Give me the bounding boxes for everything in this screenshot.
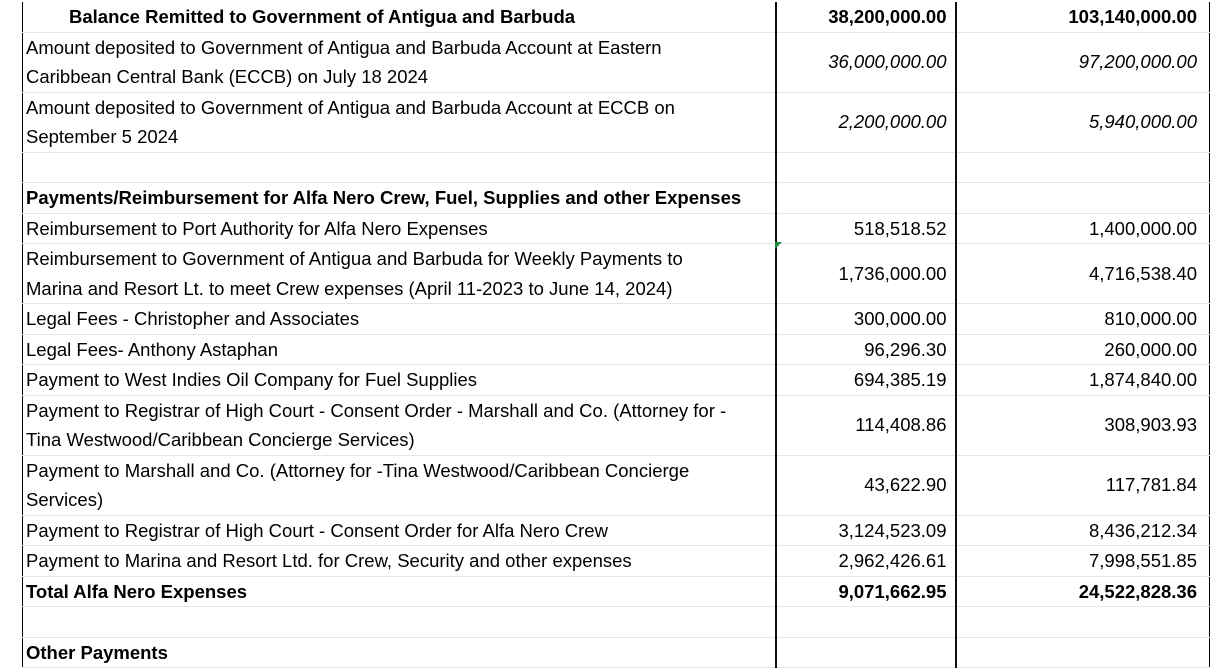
cell-amount-2[interactable]: 1,874,840.00 [956, 365, 1210, 396]
cell-label[interactable]: Payment to Marina and Resort Ltd. for Crew, Security and other expenses [23, 546, 776, 577]
cell-amount-2[interactable]: 8,436,212.34 [956, 515, 1210, 546]
cell-label[interactable]: Legal Fees - Christopher and Associates [23, 304, 776, 335]
cell-empty[interactable] [956, 183, 1210, 214]
table-row-empty [23, 607, 1210, 638]
cell-amount-1[interactable]: 2,962,426.61 [776, 546, 956, 577]
cell-label[interactable]: Reimbursement to Government of Antigua and Barbuda for Weekly Payments to Marina and Resort Lt. to meet Crew expenses (April 11-2023 to June 14, 2024) [23, 244, 776, 304]
cell-amount-2[interactable]: 308,903.93 [956, 395, 1210, 455]
table-row-deposit-september [23, 92, 1210, 152]
cell-label[interactable]: Payment to Registrar of High Court - Consent Order for Alfa Nero Crew [23, 515, 776, 546]
cell-amount-1[interactable]: 300,000.00 [776, 304, 956, 335]
table-row-marina-resort [23, 546, 1210, 577]
cell-amount-2[interactable]: 97,200,000.00 [956, 32, 1210, 92]
cell-empty[interactable] [956, 152, 1210, 183]
cell-label[interactable]: Payment to West Indies Oil Company for Fuel Supplies [23, 365, 776, 396]
table-row-total [23, 576, 1210, 607]
cell-label[interactable]: Amount deposited to Government of Antigua and Barbuda Account at Eastern Caribbean Central Bank (ECCB) on July 18 2024 [23, 32, 776, 92]
cell-empty[interactable] [956, 607, 1210, 638]
cell-label[interactable]: Amount deposited to Government of Antigua and Barbuda Account at ECCB on September 5 2024 [23, 92, 776, 152]
cell-amount-1[interactable]: 114,408.86 [776, 395, 956, 455]
table-row-other-payments [23, 637, 1210, 668]
table-row-legal-astaphan [23, 334, 1210, 365]
total-amount-2[interactable]: 24,522,828.36 [956, 576, 1210, 607]
cell-amount-2[interactable]: 810,000.00 [956, 304, 1210, 335]
cell-amount-2[interactable]: 7,998,551.85 [956, 546, 1210, 577]
section-heading[interactable]: Other Payments [23, 637, 776, 668]
total-amount-1[interactable]: 9,071,662.95 [776, 576, 956, 607]
table-row-section-heading [23, 183, 1210, 214]
table-row-legal-christopher [23, 304, 1210, 335]
cell-label[interactable]: Payment to Registrar of High Court - Consent Order - Marshall and Co. (Attorney for - Tina Westwood/Caribbean Concierge Services) [23, 395, 776, 455]
table-row-balance-remitted [23, 2, 1210, 32]
cell-empty[interactable] [776, 152, 956, 183]
cell-label[interactable]: Payment to Marshall and Co. (Attorney for -Tina Westwood/Caribbean Concierge Services) [23, 455, 776, 515]
cell-empty[interactable] [956, 637, 1210, 668]
cell-amount-1[interactable]: 2,200,000.00 [776, 92, 956, 152]
table-row-registrar-crew [23, 515, 1210, 546]
cell-amount-1[interactable]: 96,296.30 [776, 334, 956, 365]
cell-amount-2[interactable]: 4,716,538.40 [956, 244, 1210, 304]
cell-label[interactable]: Reimbursement to Port Authority for Alfa Nero Expenses [23, 213, 776, 244]
cell-label[interactable]: Legal Fees- Anthony Astaphan [23, 334, 776, 365]
table-row-fuel [23, 365, 1210, 396]
cell-amount-1[interactable]: 518,518.52 [776, 213, 956, 244]
cell-amount-1[interactable]: 36,000,000.00 [776, 32, 956, 92]
expense-table [22, 2, 1210, 668]
cell-amount-1[interactable]: 1,736,000.00 [776, 244, 956, 304]
total-label[interactable]: Total Alfa Nero Expenses [23, 576, 776, 607]
cell-amount-1[interactable]: 694,385.19 [776, 365, 956, 396]
table-row-marshall [23, 455, 1210, 515]
table-row-port-authority [23, 213, 1210, 244]
cell-empty[interactable] [776, 607, 956, 638]
table-row-weekly-payments [23, 244, 1210, 304]
section-heading[interactable]: Payments/Reimbursement for Alfa Nero Crew, Fuel, Supplies and other Expenses [23, 183, 776, 214]
cell-empty[interactable] [776, 637, 956, 668]
cell-label[interactable]: Balance Remitted to Government of Antigua and Barbuda [23, 2, 776, 32]
cell-amount-2[interactable]: 117,781.84 [956, 455, 1210, 515]
cell-amount-2[interactable]: 260,000.00 [956, 334, 1210, 365]
table-row-deposit-july [23, 32, 1210, 92]
cell-amount-2[interactable]: 1,400,000.00 [956, 213, 1210, 244]
cell-empty[interactable] [23, 607, 776, 638]
cell-empty[interactable] [23, 152, 776, 183]
cell-amount-2[interactable]: 103,140,000.00 [956, 2, 1210, 32]
cell-amount-1[interactable]: 43,622.90 [776, 455, 956, 515]
cell-amount-2[interactable]: 5,940,000.00 [956, 92, 1210, 152]
table-row-registrar-marshall [23, 395, 1210, 455]
cell-amount-1[interactable]: 38,200,000.00 [776, 2, 956, 32]
comment-indicator-icon[interactable] [775, 242, 782, 249]
cell-empty[interactable] [776, 183, 956, 214]
cell-amount-1[interactable]: 3,124,523.09 [776, 515, 956, 546]
table-row-empty [23, 152, 1210, 183]
